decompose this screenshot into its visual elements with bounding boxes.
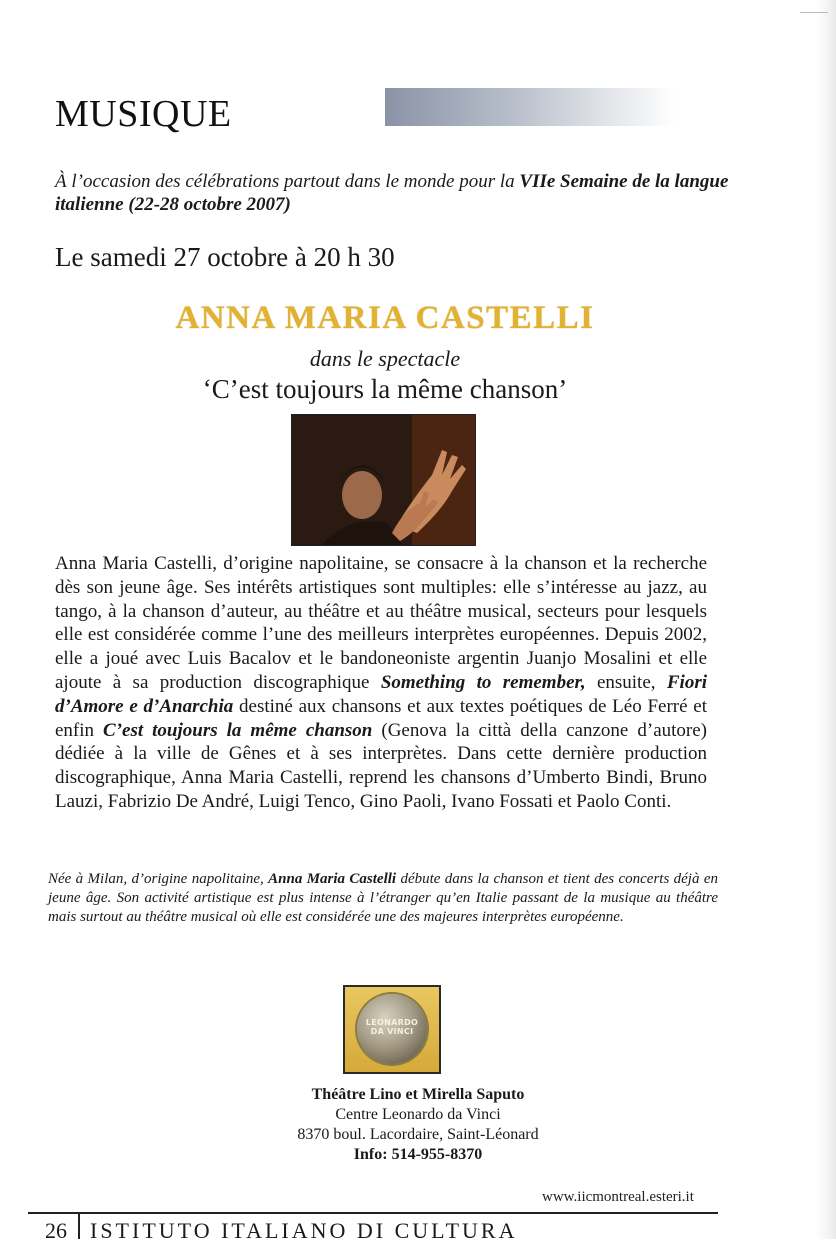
venue-address: 8370 boul. Lacordaire, Saint-Léonard bbox=[297, 1126, 539, 1143]
intro-prefix: À l’occasion des célébrations partout dans le monde pour la bbox=[55, 171, 520, 192]
leonardo-da-vinci-logo bbox=[343, 985, 441, 1074]
venue-info bbox=[0, 1085, 836, 1165]
artist-name: ANNA MARIA CASTELLI bbox=[175, 300, 595, 336]
album-something-to-remember: Something to remember, bbox=[380, 671, 586, 693]
note-name: Anna Maria Castelli bbox=[268, 871, 397, 887]
page-edge-mark bbox=[800, 12, 828, 13]
artist-note bbox=[48, 870, 718, 927]
artist-bio bbox=[55, 552, 707, 814]
logo-medallion bbox=[357, 994, 427, 1064]
bio-part-3: destiné aux chansons et aux textes poétiques de Léo Ferré et enfin bbox=[55, 695, 707, 741]
venue-name: Théâtre Lino et Mirella Saputo bbox=[311, 1086, 525, 1103]
institute-name: ISTITUTO ITALIANO DI CULTURA bbox=[90, 1218, 518, 1243]
album-fiori-damore: Fiori d’Amore e d’Anarchia bbox=[55, 671, 707, 717]
show-title: ‘C’est toujours la même chanson’ bbox=[202, 374, 568, 404]
show-subtitle: dans le spectacle bbox=[309, 346, 461, 371]
title-gradient-bar bbox=[385, 88, 675, 126]
intro-bold: VIIe Semaine de la langue italienne (22-28 octobre 2007) bbox=[55, 171, 729, 215]
venue-center: Centre Leonardo da Vinci bbox=[335, 1106, 501, 1123]
album-cest-toujours: C’est toujours la même chanson bbox=[103, 719, 373, 741]
website-url: www.iicmontreal.esteri.it bbox=[542, 1189, 694, 1205]
bio-part-1: Anna Maria Castelli, d’origine napolitaine, se consacre à la chanson et la recherche dès son jeune âge. Ses intérêts artistiques sont multiples: elle s’intéresse au jazz, au tango, à la chanson d’auteur, au théâtre et au théâtre musical, secteurs pour lesquels elle est considérée comme l’une des meilleurs interprètes européennes. Depuis 2002, elle a joué avec Luis Bacalov et le bandoneoniste argentin Juanjo Mosalini et elle ajoute à sa production discographique bbox=[55, 553, 707, 693]
bio-part-2: ensuite, bbox=[585, 671, 667, 693]
bio-part-4: (Genova la città della canzone d’autore) dédiée à la ville de Gênes et à ses interprètes. Dans cette dernière production discographique, Anna Maria Castelli, reprend les chansons d’Umberto Bindi, Bruno Lauzi, Fabrizio De André, Luigi Tenco, Gino Paoli, Ivano Fossati et Paolo Conti. bbox=[55, 719, 707, 812]
page-edge bbox=[816, 0, 836, 1239]
artist-photo-drawing bbox=[292, 415, 475, 545]
footer-rule bbox=[28, 1212, 718, 1214]
section-title: MUSIQUE bbox=[55, 93, 232, 135]
artist-photo bbox=[291, 414, 476, 546]
event-date: Le samedi 27 octobre à 20 h 30 bbox=[55, 242, 395, 272]
footer-rule-tick bbox=[78, 1212, 80, 1239]
page-number: 26 bbox=[45, 1218, 67, 1243]
intro-text bbox=[55, 170, 735, 216]
note-suffix: débute dans la chanson et tient des concerts déjà en jeune âge. Son activité artistique est plus intense à l’étranger qu’en Italie passant de la musique au théâtre mais surtout au théâtre musical où elle est considérée une des majeures interprètes européenne. bbox=[48, 871, 718, 925]
venue-phone: Info: 514-955-8370 bbox=[353, 1146, 483, 1163]
logo-text: LEONARDO DA VINCI bbox=[365, 1018, 419, 1036]
note-prefix: Née à Milan, d’origine napolitaine, bbox=[48, 871, 269, 887]
